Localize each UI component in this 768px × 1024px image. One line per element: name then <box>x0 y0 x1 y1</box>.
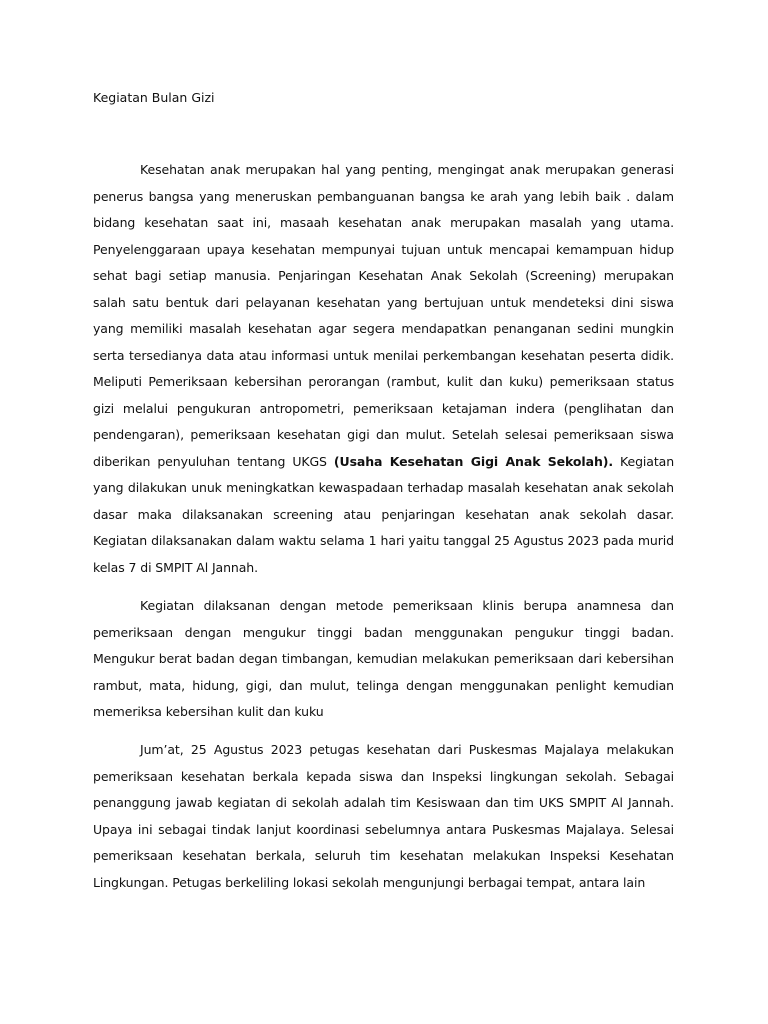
document-title: Kegiatan Bulan Gizi <box>93 90 215 105</box>
paragraph-method: Kegiatan dilaksanan dengan metode pemeriksaan klinis berupa anamnesa dan pemeriksaan dengan mengukur tinggi badan menggunakan pengukur tinggi badan. Mengukur berat badan degan timbangan, kemudian melakukan pemeriksaan dari kebersihan rambut, mata, hidung, gigi, dan mulut, telinga dengan menggunakan penlight kemudian memeriksa kebersihan kulit dan kuku <box>93 598 674 719</box>
paragraph-text-continued: Kegiatan yang dilakukan unuk meningkatkan kewaspadaan terhadap masalah kesehatan anak sekolah dasar maka dilaksanakan screening atau penjaringan kesehatan anak sekolah dasar. Kegiatan dilaksanakan dalam waktu selama 1 hari yaitu tanggal 25 Agustus 2023 pada murid kelas 7 di SMPIT Al Jannah. <box>93 453 675 575</box>
paragraph-inspection: Jum’at, 25 Agustus 2023 petugas kesehatan dari Puskesmas Majalaya melakukan pemeriksaan kesehatan berkala kepada siswa dan Inspeksi lingkungan sekolah. Sebagai penanggung jawab kegiatan di sekolah adalah tim Kesiswaan dan tim UKS SMPIT Al Jannah. Upaya ini sebagai tindak lanjut koordinasi sebelumnya antara Puskesmas Majalaya. Selesai pemeriksaan kesehatan berkala, seluruh tim kesehatan melakukan Inspeksi Kesehatan Lingkungan. Petugas berkeliling lokasi sekolah mengunjungi berbagai tempat, antara lain <box>93 742 674 890</box>
paragraph-text: Kesehatan anak merupakan hal yang penting, mengingat anak merupakan generasi penerus bangsa yang meneruskan pembanguanan bangsa ke arah yang lebih baik . dalam bidang kesehatan saat ini, masaah kesehatan anak merupakan masalah yang utama. Penyelenggaraan upaya kesehatan mempunyai tujuan untuk mencapai kemampuan hidup sehat bagi setiap manusia. Penjaringan Kesehatan Anak Sekolah (Screening) merupakan salah satu bentuk dari pelayanan kesehatan yang bertujuan untuk mendeteksi dini siswa yang memiliki masalah kesehatan agar segera mendapatkan penanganan sedini mungkin serta tersedianya data atau informasi untuk menilai perkembangan kesehatan peserta didik. Meliputi Pemeriksaan kebersihan perorangan (rambut, kulit dan kuku) pemeriksaan status gizi melalui pengukuran antropometri, pemeriksaan ketajaman indera (penglihatan dan pendengaran), pemeriksaan kesehatan gigi dan mulut. Setelah selesai pemeriksaan siswa diberikan penyuluhan tentang UKGS <box>93 162 674 469</box>
ukgs-bold-text: (Usaha Kesehatan Gigi Anak Sekolah). <box>333 453 614 469</box>
paragraph-screening <box>93 157 674 581</box>
